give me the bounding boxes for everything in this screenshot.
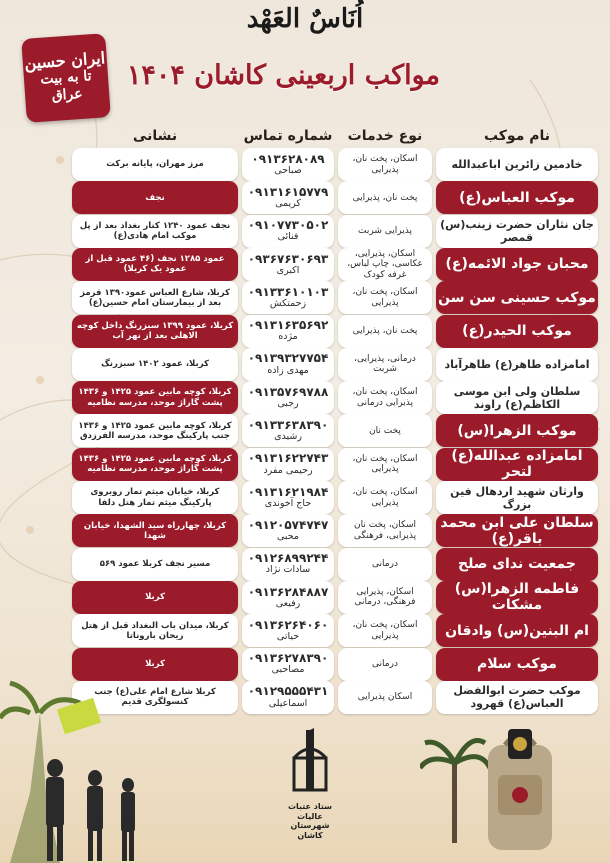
phone-cell	[242, 648, 334, 681]
backpack-icon	[480, 725, 560, 855]
mokeb-name: فاطمه الزهرا(س) مشکات	[436, 581, 598, 614]
badge-line-1: ایران حسین	[23, 48, 106, 74]
phone-cell	[242, 514, 334, 547]
mokeb-name: موکب الزهرا(س)	[436, 414, 598, 447]
services-cell: پخت نان، پذیرایی	[338, 181, 432, 214]
contact-name: رشیدی	[274, 431, 302, 443]
logo-text: اُنَاسٌ العَهْد	[246, 4, 364, 34]
mokeb-name: وارثان شهید اردهال فین بزرگ	[436, 481, 598, 514]
phone-cell	[242, 681, 334, 714]
table-row	[0, 181, 610, 216]
mokeb-name: سلطان علی ابن محمد باقر(ع)	[436, 514, 598, 547]
services-cell: اسکان، پذیرایی فرهنگی، درمانی	[338, 581, 432, 614]
contact-name: رجبی	[277, 397, 299, 409]
contact-name: اسماعیلی	[268, 697, 308, 709]
address-cell: کربلا، کوچه مابین عمود ۱۴۲۵ و ۱۴۳۶ جنب پارکینگ موحد، مدرسه الفرزدق	[72, 414, 238, 447]
phone-cell	[242, 414, 334, 447]
column-header-services: نوع خدمات	[347, 128, 423, 144]
contact-name: مهدی زاده	[267, 364, 309, 376]
mokeb-name: موکب حضرت ابوالفضل العباس(ع) قهرود	[436, 681, 598, 714]
address-cell: کربلا، میدان باب البغداد قبل از هتل ریحان باروناتا	[72, 614, 238, 647]
phone-number: ۰۹۱۳۱۶۳۵۶۹۲	[247, 318, 329, 333]
table-row	[0, 614, 610, 649]
mokeb-name: خادمین زائرین اباعبدالله	[436, 148, 598, 181]
services-cell: اسکان، پخت نان، پذیرایی	[338, 281, 432, 314]
address-cell: عمود ۱۲۸۵ نجف (۴۶ عمود قبل از عمود یک کربلا)	[72, 248, 238, 281]
table-row	[0, 414, 610, 449]
footer-logo	[280, 728, 340, 838]
services-cell: اسکان، پخت نان، پذیرایی	[338, 614, 432, 647]
mokeb-name: موکب سلام	[436, 648, 598, 681]
table-row	[0, 281, 610, 316]
table-row	[0, 548, 610, 583]
footer-org-line1: ستاد عتبات عالیات	[287, 802, 333, 821]
services-cell: درمانی، پذیرایی، شربت	[338, 348, 432, 381]
mokeb-name: موکب العباس(ع)	[436, 181, 598, 214]
address-cell: کربلا، عمود ۱۳۹۹ سبزرنگ داخل کوچه الاهلی بعد از نهر آب	[72, 315, 238, 348]
phone-number: ۰۹۱۳۶۲۶۴۰۶۰	[247, 617, 329, 632]
mokeb-name: محبان جواد الائمه(ع)	[436, 248, 598, 281]
phone-cell	[242, 381, 334, 414]
table-row	[0, 248, 610, 283]
phone-number: ۰۹۱۳۳۶۱۰۱۰۳	[247, 284, 329, 299]
logo-badge	[21, 33, 111, 123]
column-header-address: نشانی	[132, 128, 178, 144]
phone-number: ۰۹۳۶۷۶۳۰۶۹۳	[247, 251, 329, 266]
table-row	[0, 348, 610, 383]
footer-org-line2: شهرستان کاشان	[290, 821, 330, 840]
phone-cell	[242, 548, 334, 581]
services-cell: اسکان، پخت نان، پذیرایی	[338, 148, 432, 181]
table-row	[0, 481, 610, 516]
services-cell: اسکان، پذیرایی، عکاسی، چاپ لباس، غرفه کودک	[338, 248, 432, 281]
contact-name: مصاحبی	[271, 664, 305, 676]
address-cell: کربلا، شارع العباس عمود۱۳۹۰ قرمز بعد از بیمارستان امام حسین(ع)	[72, 281, 238, 314]
phone-cell	[242, 281, 334, 314]
mokeb-name: جمعیت ندای صلح	[436, 548, 598, 581]
mokeb-name: سلطان ولی ابن موسی الکاظم(ع) راوند	[436, 381, 598, 414]
title-area	[126, 60, 440, 91]
address-cell: نجف عمود ۱۲۴۰ کنار بغداد بعد از پل موکب امام هادی(ع)	[72, 215, 238, 248]
services-cell: اسکان پذیرایی	[338, 681, 432, 714]
page-title: مواکب اربعینی کاشان ۱۴۰۴	[126, 60, 440, 91]
phone-cell	[242, 481, 334, 514]
table-row	[0, 315, 610, 350]
services-cell: درمانی	[338, 548, 432, 581]
table-row	[0, 448, 610, 483]
contact-name: رحیمی مفرد	[263, 464, 313, 476]
phone-number: ۰۹۱۲۶۸۹۹۲۴۴	[247, 551, 329, 566]
contact-name: زحمتکش	[269, 298, 307, 310]
mokeb-name: امامزاده عبدالله(ع) لتحر	[436, 448, 598, 481]
phone-number: ۰۹۱۰۷۷۳۰۵۰۲	[247, 218, 329, 233]
contact-name: کریمی	[275, 198, 301, 210]
phone-cell	[242, 148, 334, 181]
phone-number: ۰۹۱۳۶۲۸۰۸۹	[251, 151, 325, 166]
contact-name: رفیعی	[275, 597, 301, 609]
contact-name: مژده	[278, 331, 298, 343]
phone-number: ۰۹۱۳۶۲۷۸۳۹۰	[247, 651, 329, 666]
badge-line-2: تا به بیت عراق	[39, 68, 93, 104]
phone-cell	[242, 581, 334, 614]
services-cell: اسکان، پخت نان، پذیرایی	[338, 481, 432, 514]
address-cell: نجف	[72, 181, 238, 214]
contact-name: سادات نژاد	[265, 564, 311, 576]
phone-cell	[242, 614, 334, 647]
mokeb-name: امامزاده طاهر(ع) طاهرآباد	[436, 348, 598, 381]
contact-name: محبی	[277, 531, 300, 543]
phone-cell	[242, 215, 334, 248]
phone-cell	[242, 448, 334, 481]
contact-name: حیاتی	[276, 631, 300, 643]
address-cell: کربلا، عمود ۱۴۰۲ سبزرنگ	[72, 348, 238, 381]
phone-number: ۰۹۱۲۰۵۷۴۷۴۷	[247, 517, 329, 532]
phone-cell	[242, 248, 334, 281]
address-cell: کربلا شارع امام علی(ع) جنب کنسولگری قدیم	[72, 681, 238, 714]
phone-cell	[242, 315, 334, 348]
address-cell: کربلا، چهارراه سید الشهدا، خیابان شهدا	[72, 514, 238, 547]
mokeb-name: ام البنین(س) وادقان	[436, 614, 598, 647]
address-cell: کربلا	[72, 581, 238, 614]
phone-number: ۰۹۱۳۳۶۳۸۳۹۰	[247, 418, 329, 433]
services-cell: پذیرایی شربت	[338, 215, 432, 248]
services-cell: اسکان، پخت نان پذیرایی، فرهنگی	[338, 514, 432, 547]
mokeb-name: موکب الحیدر(ع)	[436, 315, 598, 348]
services-cell: اسکان، پخت نان، پذیرایی	[338, 448, 432, 481]
services-cell: اسکان، پخت نان، پذیرایی درمانی	[338, 381, 432, 414]
services-cell: پخت نان	[338, 414, 432, 447]
phone-cell	[242, 348, 334, 381]
table-row	[0, 581, 610, 616]
address-cell: مسیر نجف کربلا عمود ۵۶۹	[72, 548, 238, 581]
contact-name: اکبری	[276, 264, 300, 276]
phone-number: ۰۹۱۳۵۷۶۹۷۸۸	[247, 384, 329, 399]
column-headers	[0, 128, 610, 150]
mokeb-name: جان نثاران حضرت زینب(س) قمصر	[436, 215, 598, 248]
contact-name: حاج آخوندی	[264, 497, 312, 509]
contact-name: فنائی	[277, 231, 299, 243]
phone-number: ۰۹۱۳۹۳۲۷۷۵۴	[247, 351, 329, 366]
address-cell: مرز مهران، پایانه برکت	[72, 148, 238, 181]
column-header-name: نام موکب	[483, 128, 551, 144]
phone-number: ۰۹۱۲۹۵۵۵۴۳۱	[247, 684, 329, 699]
phone-cell	[242, 181, 334, 214]
address-cell: کربلا، کوچه مابین عمود ۱۴۲۵ و ۱۴۳۶ پشت گاراژ موحد، مدرسه نظامیه	[72, 381, 238, 414]
phone-number: ۰۹۱۳۱۶۲۲۷۴۳	[247, 451, 329, 466]
table-row	[0, 148, 610, 183]
column-header-phone: شماره تماس	[243, 128, 333, 144]
phone-number: ۰۹۱۳۱۶۱۵۷۷۹	[247, 184, 329, 199]
mokeb-name: موکب حسینی سن سن	[436, 281, 598, 314]
services-cell: پخت نان، پذیرایی	[338, 315, 432, 348]
table-row	[0, 215, 610, 250]
address-cell: کربلا، خیابان میثم تمار روبروی پارکینگ میثم تمار هتل دلفا	[72, 481, 238, 514]
phone-number: ۰۹۱۳۱۶۲۱۹۸۴	[247, 484, 329, 499]
table-row	[0, 514, 610, 549]
pilgrims-illustration	[0, 673, 170, 863]
shrine-icon	[280, 728, 340, 798]
services-cell: درمانی	[338, 648, 432, 681]
top-logo	[0, 4, 610, 34]
table-row	[0, 381, 610, 416]
address-cell: کربلا	[72, 648, 238, 681]
contact-name: صباحی	[274, 164, 302, 176]
phone-number: ۰۹۱۳۶۲۸۴۸۸۷	[247, 584, 329, 599]
address-cell: کربلا، کوچه مابین عمود ۱۴۲۵ و ۱۴۳۶ پشت گاراژ موحد، مدرسه نظامیه	[72, 448, 238, 481]
